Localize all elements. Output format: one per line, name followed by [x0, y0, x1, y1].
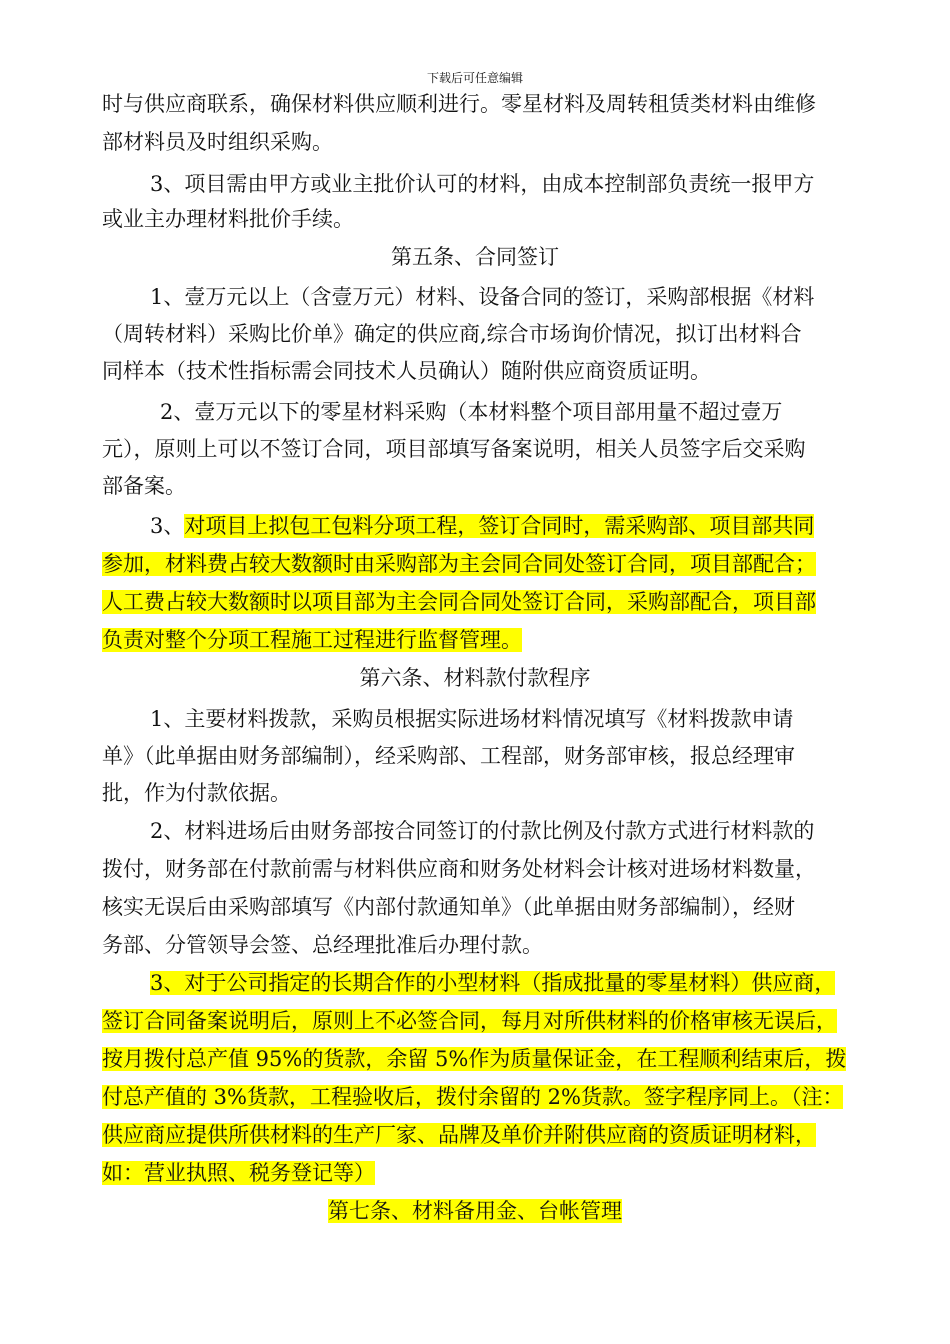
- text-line: 部备案。: [102, 474, 186, 498]
- highlighted-paragraph-line: [102, 1040, 846, 1078]
- text-line: 时与供应商联系，确保材料供应顺利进行。零星材料及周转租赁类材料由维修: [102, 92, 816, 116]
- highlighted-paragraph-line: [102, 621, 522, 659]
- highlighted-paragraph-line: [102, 1116, 816, 1154]
- text-line: 部材料员及时组织采购。: [102, 130, 333, 154]
- highlighted-paragraph-line: [102, 1154, 375, 1192]
- text-line: 同样本（技术性指标需会同技术人员确认）随附供应商资质证明。: [102, 359, 711, 383]
- highlighted-text: 如：营业执照、税务登记等）: [102, 1161, 375, 1185]
- list-number: 3、: [150, 514, 185, 538]
- highlighted-text: 人工费占较大数额时以项目部为主会同合同处签订合同，采购部配合，项目部: [102, 590, 816, 614]
- highlighted-text: 3、对于公司指定的长期合作的小型材料（指成批量的零星材料）供应商，: [150, 971, 836, 995]
- highlighted-paragraph-line: [102, 1002, 837, 1040]
- highlighted-text: 参加，材料费占较大数额时由采购部为主会同合同处签订合同，项目部配合；: [102, 552, 816, 576]
- highlighted-text: 按月拨付总产值 95%的货款，余留 5%作为质量保证金，在工程顺利结束后，拨: [102, 1047, 847, 1071]
- text-line: 1、主要材料拨款，采购员根据实际进场材料情况填写《材料拨款申请: [150, 707, 794, 731]
- highlighted-paragraph-line: [150, 507, 814, 545]
- section-heading: 第五条、合同签订: [391, 245, 559, 269]
- text-line: 1、壹万元以上（含壹万元）材料、设备合同的签订，采购部根据《材料: [150, 285, 815, 309]
- highlighted-paragraph-line: [102, 545, 816, 583]
- highlighted-text: 供应商应提供所供材料的生产厂家、品牌及单价并附供应商的资质证明材料，: [102, 1123, 816, 1147]
- highlighted-text: 负责对整个分项工程施工过程进行监督管理。: [102, 628, 522, 652]
- text-line: 2、材料进场后由财务部按合同签订的付款比例及付款方式进行材料款的: [150, 819, 815, 843]
- highlighted-text: 对项目上拟包工包料分项工程，签订合同时，需采购部、项目部共同: [184, 514, 815, 538]
- text-line: 拨付，财务部在付款前需与材料供应商和财务处材料会计核对进场材料数量，: [102, 857, 816, 881]
- text-line: （周转材料）采购比价单》确定的供应商,综合市场询价情况，拟订出材料合: [102, 322, 802, 346]
- highlighted-text: 签订合同备案说明后，原则上不必签合同，每月对所供材料的价格审核无误后，: [102, 1009, 837, 1033]
- highlighted-paragraph-line: [102, 583, 816, 621]
- highlighted-paragraph-line: [150, 964, 835, 1002]
- text-line: 单》（此单据由财务部编制），经采购部、工程部，财务部审核，报总经理审: [102, 744, 795, 768]
- text-line: 批，作为付款依据。: [102, 781, 291, 805]
- text-line: 务部、分管领导会签、总经理批准后办理付款。: [102, 933, 543, 957]
- text-line: 元），原则上可以不签订合同，项目部填写备案说明，相关人员签字后交采购: [102, 437, 806, 461]
- text-line: 2、壹万元以下的零星材料采购（本材料整个项目部用量不超过壹万: [160, 400, 783, 424]
- section-heading: 第六条、材料款付款程序: [359, 666, 591, 690]
- text-line: 或业主办理材料批价手续。: [102, 207, 354, 231]
- text-line: 核实无误后由采购部填写《内部付款通知单》（此单据由财务部编制），经财: [102, 895, 795, 919]
- page-header: 下载后可任意编辑: [426, 71, 523, 85]
- section-heading: [0, 1192, 950, 1230]
- highlighted-text: 付总产值的 3%货款，工程验收后，拨付余留的 2%货款。签字程序同上。（注：: [102, 1085, 844, 1109]
- text-line: 3、项目需由甲方或业主批价认可的材料，由成本控制部负责统一报甲方: [150, 172, 815, 196]
- highlighted-heading: 第七条、材料备用金、台帐管理: [328, 1199, 622, 1223]
- highlighted-paragraph-line: [102, 1078, 843, 1116]
